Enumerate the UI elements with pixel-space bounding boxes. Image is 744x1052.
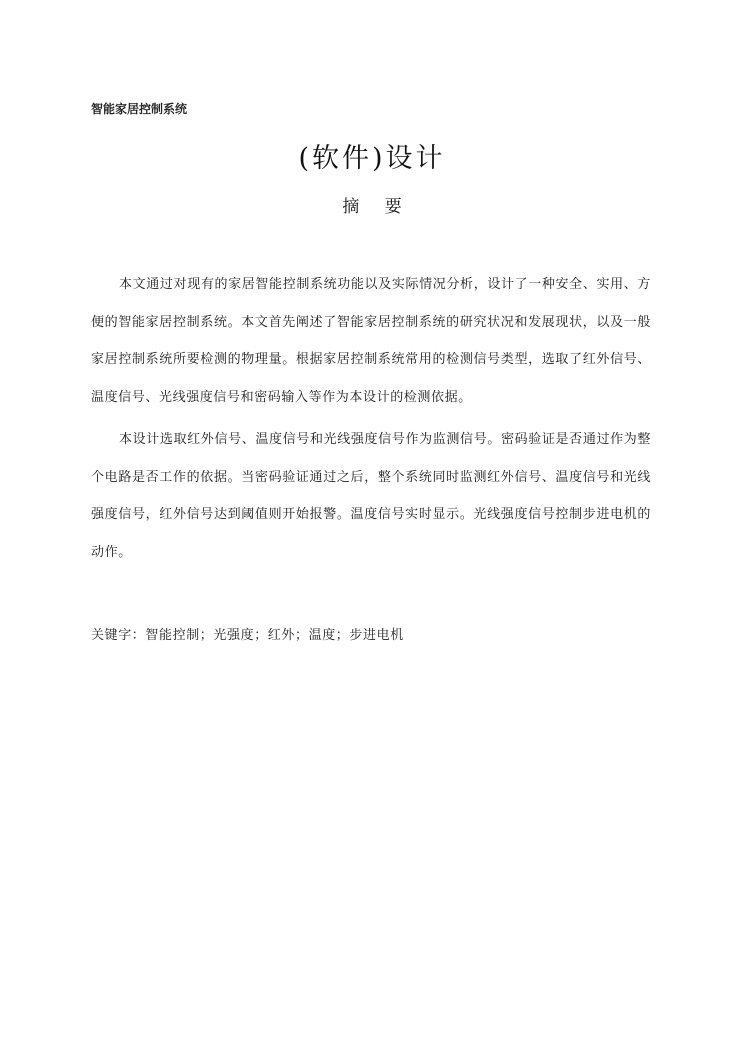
document-title: (软件)设计	[298, 143, 446, 174]
running-header: 智能家居控制系统	[91, 102, 188, 116]
abstract-paragraph-1: 本文通过对现有的家居智能控制系统功能以及实际情况分析，设计了一种安全、实用、方便的智能家居控制系统。本文首先阐述了智能家居控制系统的研究状况和发展现状，以及一般家居控制系统所要检测的物理量。根据家居控制系统常用的检测信号类型，选取了红外信号、温度信号、光线强度信号和密码输入等作为本设计的检测依据。	[91, 277, 651, 405]
abstract-heading: 摘 要	[342, 197, 412, 217]
keywords-line: 关键字：智能控制；光强度；红外；温度；步进电机	[91, 628, 404, 643]
abstract-paragraph-2: 本设计选取红外信号、温度信号和光线强度信号作为监测信号。密码验证是否通过作为整个电路是否工作的依据。当密码验证通过之后，整个系统同时监测红外信号、温度信号和光线强度信号，红外信号达到阈值则开始报警。温度信号实时显示。光线强度信号控制步进电机的动作。	[91, 432, 651, 560]
